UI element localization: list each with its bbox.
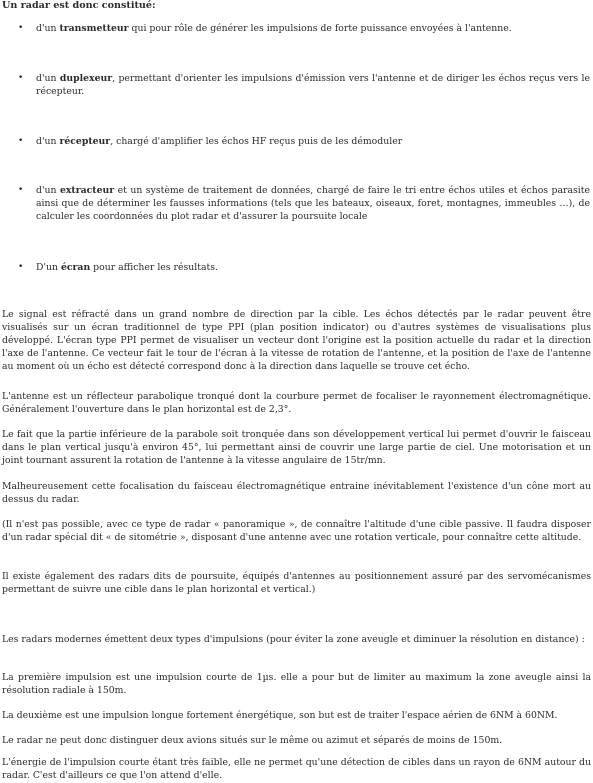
paragraph-impulsions: Les radars modernes émettent deux types d'impulsions (pour éviter la zone aveugle et diminuer la résolution en distance) :	[2, 634, 585, 645]
paragraph-antenne: L'antenne est un réflecteur parabolique tronqué dont la courbure permet de focaliser le rayonnement électromagnétique. Généralement l'ouverture dans le plan horizontal est de 2,3°.	[2, 391, 591, 415]
paragraph-panoramique: (Il n'est pas possible, avec ce type de radar « panoramique », de connaître l'altitude d'une cible passive. Il faudra disposer d'un radar spécial dit « de sitométrie », disposant d'une antenne avec une rotation verticale, pour connaître cette altitude.	[2, 519, 591, 543]
list-item-keyword: récepteur	[59, 136, 111, 147]
paragraph-cone-mort: Malheureusement cette focalisation du faisceau électromagnétique entraine inévitablement l'existence d'un cône mort au dessus du radar.	[2, 481, 591, 505]
list-item-keyword: transmetteur	[59, 23, 129, 34]
list-item-keyword: écran	[60, 262, 91, 273]
paragraph-parabole: Le fait que la partie inférieure de la parabole soit tronquée dans son développement vertical lui permet d'ouvrir le faisceau dans le plan vertical jusqu'à environ 45°, lui permettant ainsi de couvrir une large partie de ciel. Une motorisation et un joint tournant assurent la rotation de l'antenne à la vitesse angulaire de 15tr/mn.	[2, 429, 591, 466]
paragraph-energie: L'énergie de l'impulsion courte étant très faible, elle ne permet qu'une détection de cibles dans un rayon de 6NM autour du radar. C'est d'ailleurs ce que l'on attend d'elle.	[2, 757, 591, 781]
list-item-text: D'un écran pour afficher les résultats.	[36, 262, 218, 273]
list-item-text: d'un extracteur et un système de traitement de données, chargé de faire le tri entre échos utiles et échos parasite ainsi que de déterminer les fausses informations (tels que les bateaux, oiseaux, foret, montagnes, immeubles …), de calculer les coordonnées du plot radar et d'assurer la poursuite locale	[36, 185, 590, 222]
list-item-text: d'un récepteur, chargé d'amplifier les échos HF reçus puis de les démoduler	[36, 136, 403, 147]
paragraph-signal: Le signal est réfracté dans un grand nombre de direction par la cible. Les échos détectés par le radar peuvent être visualisés sur un écran traditionnel de type PPI (plan position indicator) ou d'autres systèmes de visualisations plus développé. L'écran type PPI permet de visualiser un vecteur dont l'origine est la position actuelle du radar et la direction l'axe de l'antenne. Ce vecteur fait le tour de l'écran à la vitesse de rotation de l'antenne, et la position de l'axe de l'antenne au moment où un écho est détecté correspond donc à la direction dans laquelle se trouve cet écho.	[2, 309, 591, 372]
section-heading: Un radar est donc constitué:	[2, 0, 156, 11]
bullet-icon: •	[18, 73, 24, 83]
bullet-icon: •	[18, 23, 24, 33]
paragraph-impulsion-courte: La première impulsion est une impulsion courte de 1µs. elle a pour but de limiter au maximum la zone aveugle ainsi la résolution radiale à 150m.	[2, 672, 591, 696]
bullet-icon: •	[18, 136, 24, 146]
list-item-text: d'un duplexeur, permettant d'orienter les impulsions d'émission vers l'antenne et de diriger les échos reçus vers le récepteur.	[36, 73, 591, 97]
bullet-icon: •	[18, 185, 24, 195]
bullet-icon: •	[18, 262, 24, 272]
list-item-keyword: duplexeur	[59, 73, 113, 84]
list-item-text: d'un transmetteur qui pour rôle de générer les impulsions de forte puissance envoyées à l'antenne.	[36, 23, 512, 34]
paragraph-impulsion-longue: La deuxième est une impulsion longue fortement énergétique, son but est de traiter l'espace aérien de 6NM à 60NM.	[2, 710, 558, 721]
paragraph-distinction: Le radar ne peut donc distinguer deux avions situés sur le même ou azimut et séparés de moins de 150m.	[2, 735, 503, 746]
paragraph-poursuite: Il existe également des radars dits de poursuite, équipés d'antennes au positionnement assuré par des servomécanismes permettant de suivre une cible dans le plan horizontal et vertical.)	[2, 571, 591, 595]
list-item-keyword: extracteur	[59, 185, 115, 196]
